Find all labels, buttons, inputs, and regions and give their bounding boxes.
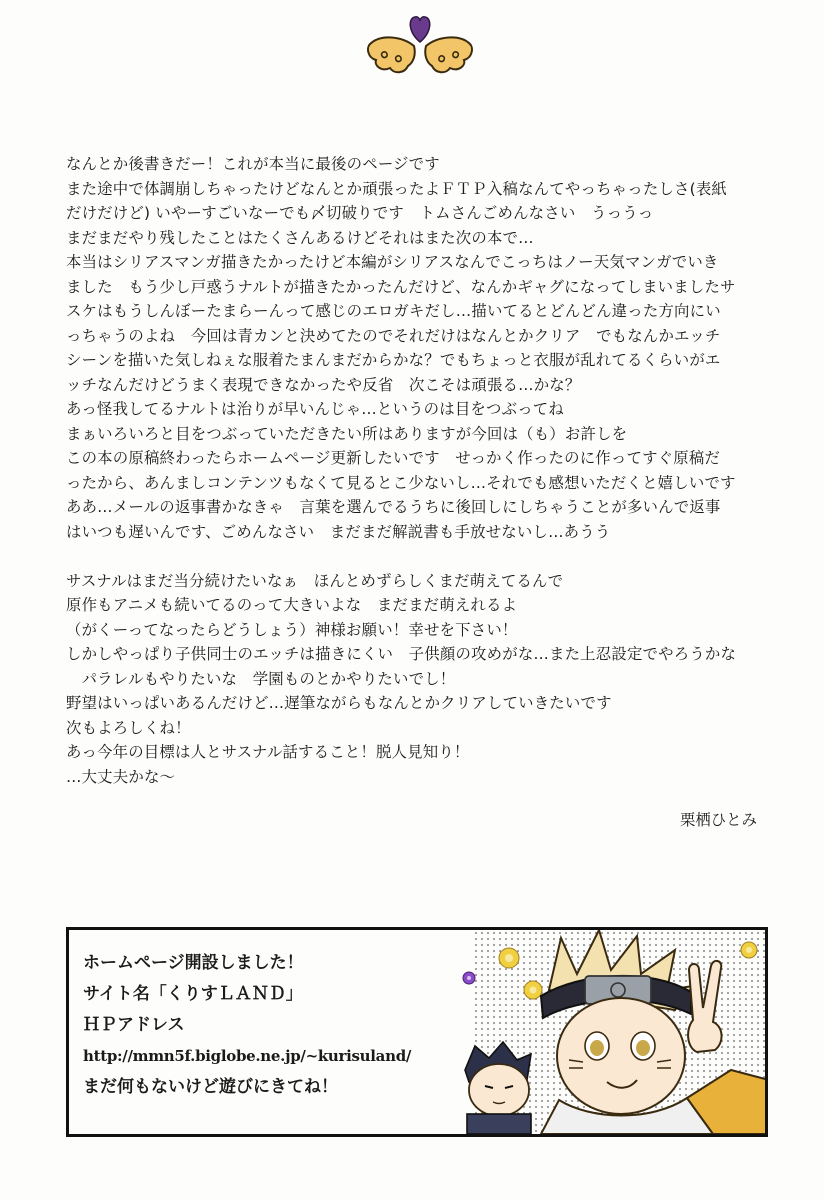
site-name: サイト名「くりすＬＡＮＤ」 [83,984,303,1004]
afterword-line: なんとか後書きだー！これが本当に最後のページです [66,155,440,173]
afterword-line: まぁいろいろと目をつぶっていただきたい所はありますが今回は（も）お許しを [66,424,628,443]
afterword-line: あっ今年の目標は人とサスナル話すること！脱人見知り！ [66,743,470,761]
afterword-line: （がくーってなったらどうしょう）神様お願い！幸せを下さい！ [66,620,518,639]
afterword-line: また途中で体調崩しちゃったけどなんとか頑張ったよＦＴＰ入稿なんてやっちゃったしさ(表紙 [66,179,728,198]
flower-icon [524,981,542,999]
afterword-line: 原作もアニメも続いてるのって大きいよな まだまだ萌えれるよ [66,596,518,614]
announcement-headline: ホームページ開設しました！ [83,953,304,973]
flower-icon [463,972,475,984]
afterword-line: ああ…メールの返事書かなきゃ 言葉を選んでるうちに後回しにしちゃうことが多いんで返事 [66,498,721,516]
afterword-line: 本当はシリアスマンガ描きたかったけど本編がシリアスなんでこっちはノー天気マンガでいき [66,253,719,271]
afterword-line: パラレルもやりたいな 学園ものとかやりたいでし！ [66,669,456,688]
hp-address-label: ＨＰアドレス [83,1015,185,1035]
right-wing [425,37,472,72]
left-wing [368,37,415,72]
flower-icon [499,948,519,968]
face [557,998,685,1114]
afterword-line: ったから、あんましコンテンツもなくて見るとこ少ないし…それでも感想いただくと嬉しいです [66,473,736,492]
winged-heart-icon [362,8,478,78]
afterword-line: サスナルはまだ当分続けたいなぁ ほんとめずらしくまだ萌えてるんで [66,571,564,590]
afterword-line: …大丈夫かな〜 [66,767,176,786]
chibi-illustration [431,930,768,1134]
afterword-line: っちゃうのよね 今回は青カンと決めてたのでそれだけはなんとかクリア でもなんかエッチ [66,326,721,345]
afterword-line: シーンを描いた気しねぇな服着たまんまだからかな？でもちょっと衣服が乱れてるくらいがエ [66,351,721,369]
afterword-line: ました もう少し戸惑うナルトが描きたかったんだけど、なんかギャグになってしまいましたサ [66,277,736,296]
homepage-announcement-box [66,927,768,1137]
afterword-text [66,152,786,789]
author-signature: 栗栖ひとみ [680,811,757,829]
afterword-line: 次もよろしくね！ [66,718,191,737]
afterword-line: まだまだやり残したことはたくさんあるけどそれはまた次の本で… [66,228,534,247]
afterword-line: あっ怪我してるナルトは治りが早いんじゃ…というのは目をつぶってね [66,400,564,418]
heart-shape [410,17,429,42]
afterword-line: だけだけど) いやーすごいなーでも〆切破りです トムさんごめんなさい うっうっ [66,204,654,222]
flower-icon [741,942,757,958]
afterword-line: ッチなんだけどうまく表現できなかったや反省 次こそは頑張る…かな？ [66,375,581,394]
invitation-text: まだ何もないけど遊びにきてね！ [83,1077,338,1097]
afterword-line: はいつも遅いんです、ごめんなさい まだまだ解説書も手放せないし…あうう [66,522,611,541]
homepage-url[interactable]: http://mmn5f.biglobe.ne.jp/~kurisuland/ [83,1047,412,1065]
afterword-line: しかしやっぱり子供同士のエッチは描きにくい 子供顔の攻めがな…また上忍設定でやろうかな [66,645,737,663]
paragraph-gap [66,544,786,569]
afterword-line: この本の原稿終わったらホームページ更新したいです せっかく作ったのに作ってすぐ原稿だ [66,449,721,467]
afterword-line: スケはもうしんぼーたまらーんって感じのエロガキだし…描いてるとどんどん違った方向にい [66,302,721,320]
afterword-line: 野望はいっぱいあるんだけど…遅筆ながらもなんとかクリアしていきたいです [66,694,612,712]
